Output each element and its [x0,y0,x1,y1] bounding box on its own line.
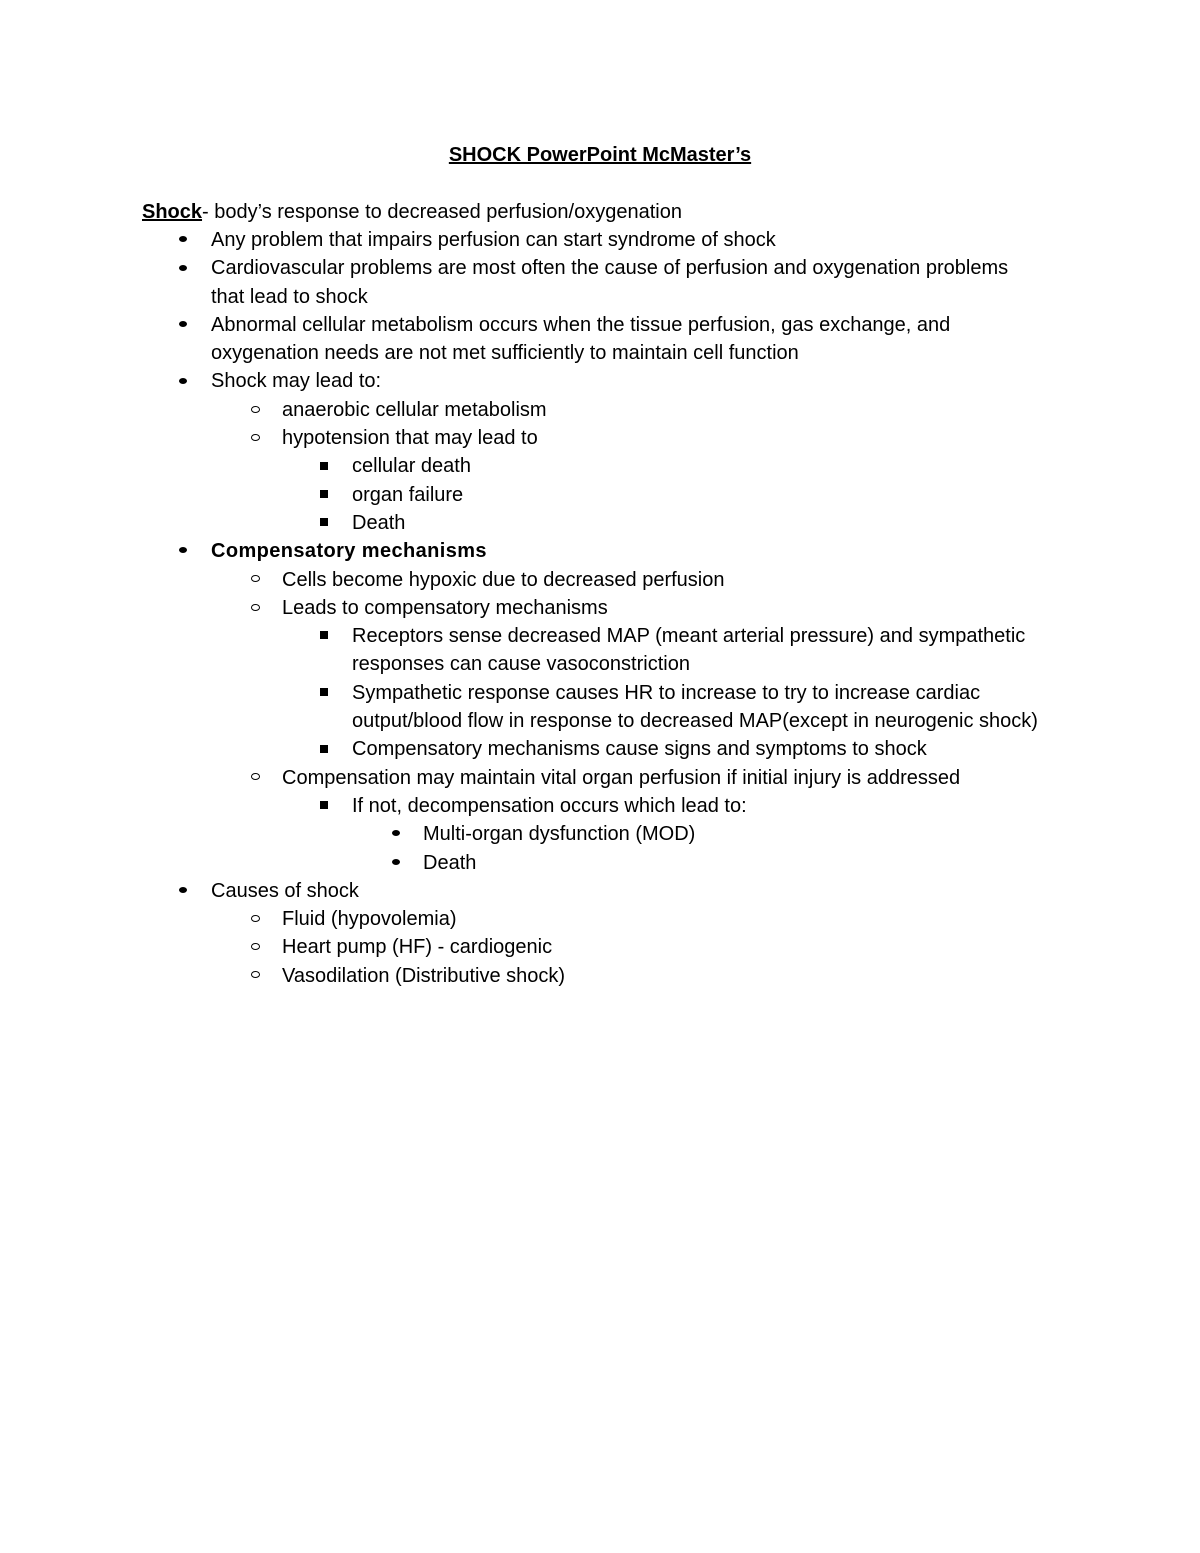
outline-item-text: Any problem that impairs perfusion can start syndrome of shock [211,229,776,251]
filled-square-bullet-icon [314,509,334,537]
filled-square-bullet-icon [314,481,334,509]
outline-item-text: Fluid (hypovolemia) [282,908,457,931]
filled-circle-bullet-icon [173,311,193,339]
outline-item [0,311,1200,368]
outline-item-text: hypotension that may lead to [282,427,538,450]
filled-square-bullet-icon [314,452,334,480]
filled-circle-bullet-icon [386,849,406,877]
hollow-circle-bullet-icon [245,424,265,452]
outline-item-text: organ failure [352,483,464,506]
outline-item [0,367,1200,395]
outline-item-text: Cardiovascular problems are most often the cause of perfusion and oxygenation problems that lead to shock [211,257,1009,308]
shock-definition [142,198,1092,226]
outline-item [0,962,1200,990]
filled-square-bullet-icon [314,735,334,763]
outline-item [0,594,1200,622]
filled-circle-bullet-icon [173,254,193,282]
outline-item-text: Compensatory mechanisms [211,540,487,563]
outline-item-text: Cells become hypoxic due to decreased perfusion [282,568,725,591]
hollow-circle-bullet-icon [245,566,265,594]
outline-item [0,226,1200,254]
outline-item-text: Shock may lead to: [211,370,382,393]
outline-item [0,849,1200,877]
outline-item [0,877,1200,905]
outline-item [0,735,1200,763]
outline-item-text: Compensatory mechanisms cause signs and symptoms to shock [352,738,927,761]
outline-item-text: Heart pump (HF) - cardiogenic [282,936,553,959]
filled-circle-bullet-icon [173,367,193,395]
hollow-circle-bullet-icon [245,396,265,424]
filled-circle-bullet-icon [173,877,193,905]
hollow-circle-bullet-icon [245,905,265,933]
outline-item [0,396,1200,424]
hollow-circle-bullet-icon [245,594,265,622]
outline-item [0,481,1200,509]
outline-item [0,679,1200,736]
hollow-circle-bullet-icon [245,764,265,792]
outline-item-text: cellular death [352,455,471,478]
outline-item [0,566,1200,594]
document-title: SHOCK PowerPoint McMaster’s [448,144,752,166]
outline-item [0,452,1200,480]
outline-item-text: Leads to compensatory mechanisms [282,596,608,619]
outline-item [0,537,1200,565]
outline-item-text: Compensation may maintain vital organ perfusion if initial injury is addressed [282,766,961,789]
outline-item-text: Vasodilation (Distributive shock) [282,964,566,987]
outline-item-text: If not, decompensation occurs which lead to: [352,794,747,817]
outline-item [0,622,1200,679]
outline-item [0,764,1200,792]
outline-item-text: Multi-organ dysfunction (MOD) [423,823,696,846]
filled-circle-bullet-icon [173,537,193,565]
definition-term: Shock [142,201,203,223]
outline-item-text: Receptors sense decreased MAP (meant arterial pressure) and sympathetic responses can cause vasoconstriction [352,625,1026,676]
bullet-outline [0,226,1200,990]
outline-item-text: anaerobic cellular metabolism [282,398,547,421]
filled-square-bullet-icon [314,622,334,650]
outline-item [0,509,1200,537]
outline-item-text: Abnormal cellular metabolism occurs when the tissue perfusion, gas exchange, and oxygenation needs are not met sufficiently to maintain cell function [211,313,951,365]
hollow-circle-bullet-icon [245,933,265,961]
outline-item [0,820,1200,848]
filled-circle-bullet-icon [173,226,193,254]
outline-item [0,792,1200,820]
outline-item-text: Death [352,511,406,534]
outline-item [0,424,1200,452]
filled-circle-bullet-icon [386,820,406,848]
outline-item [0,933,1200,961]
outline-item-text: Sympathetic response causes HR to increase to try to increase cardiac output/blood flow in response to decreased MAP(except in neurogenic shock) [352,681,1038,733]
filled-square-bullet-icon [314,679,334,707]
outline-item-text: Death [423,851,477,874]
outline-item-text: Causes of shock [211,879,359,902]
definition-text: - body’s response to decreased perfusion/oxygenation [202,201,682,223]
filled-square-bullet-icon [314,792,334,820]
hollow-circle-bullet-icon [245,962,265,990]
outline-item [0,905,1200,933]
outline-item [0,254,1200,311]
